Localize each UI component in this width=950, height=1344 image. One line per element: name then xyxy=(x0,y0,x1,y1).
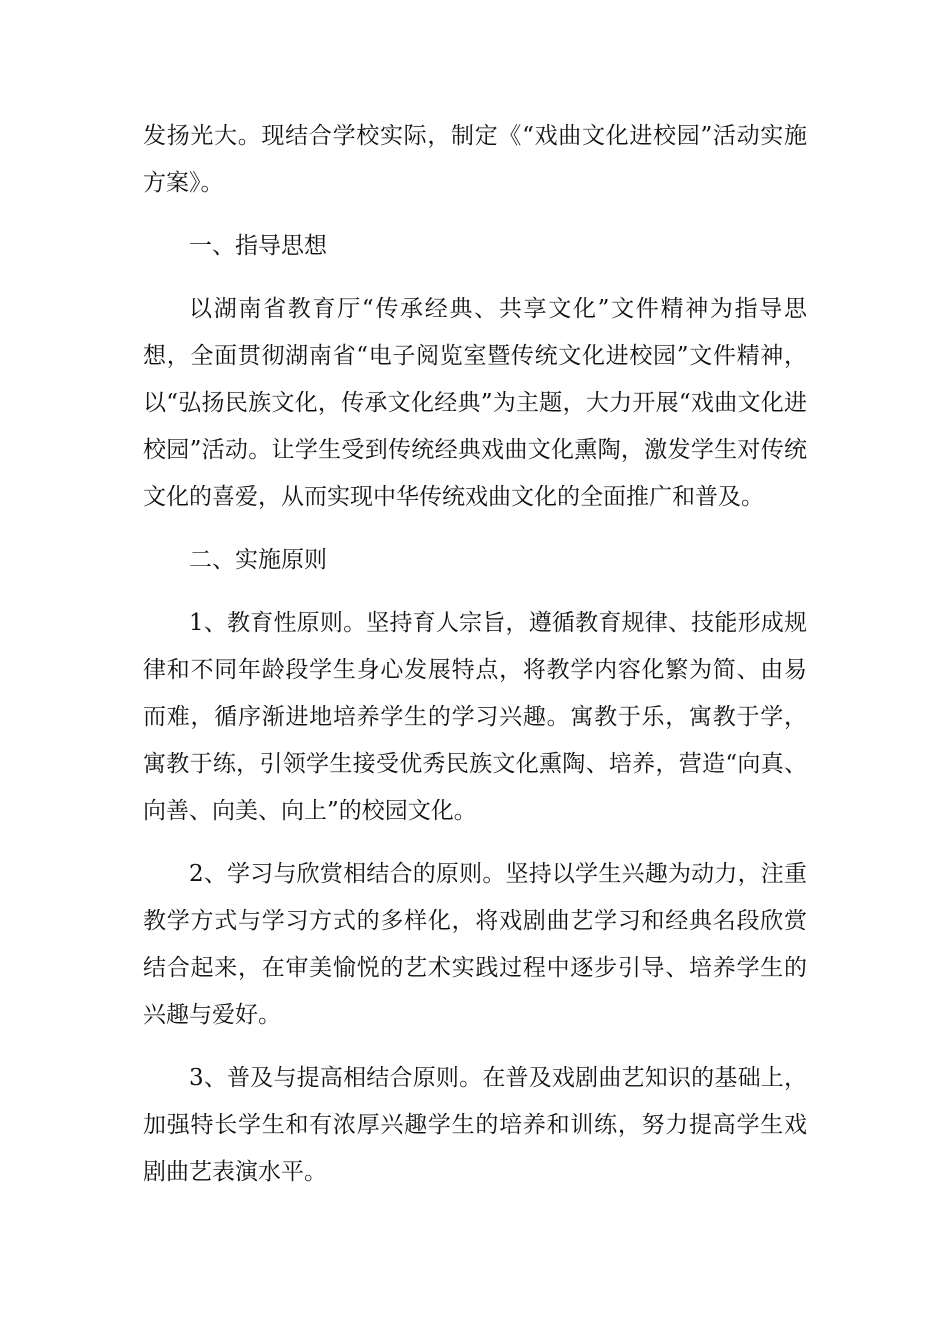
paragraph-principle-1: 1、教育性原则。坚持育人宗旨，遵循教育规律、技能形成规律和不同年龄段学生身心发展特点，将教学内容化繁为简、由易而难，循序渐进地培养学生的学习兴趣。寓教于乐，寓教于学，寓教于练，引领学生接受优秀民族文化熏陶、培养，营造“向真、向善、向美、向上”的校园文化。 xyxy=(143,610,807,824)
paragraph-guiding-ideology: 以湖南省教育厅“传承经典、共享文化”文件精神为指导思想，全面贯彻湖南省“电子阅览室暨传统文化进校园”文件精神，以“弘扬民族文化，传承文化经典”为主题，大力开展“戏曲文化进校园”活动。让学生受到传统经典戏曲文化熏陶，激发学生对传统文化的喜爱，从而实现中华传统戏曲文化的全面推广和普及。 xyxy=(143,296,807,510)
section-heading-implementation-principles: 二、实施原则 xyxy=(189,547,327,573)
paragraph-principle-3: 3、普及与提高相结合原则。在普及戏剧曲艺知识的基础上，加强特长学生和有浓厚兴趣学生的培养和训练，努力提高学生戏剧曲艺表演水平。 xyxy=(143,1065,807,1185)
paragraph-intro-continuation: 发扬光大。现结合学校实际，制定《“戏曲文化进校园”活动实施方案》。 xyxy=(143,123,807,196)
section-heading-guiding-ideology: 一、指导思想 xyxy=(189,233,327,259)
document-body xyxy=(143,113,807,1196)
paragraph-principle-2: 2、学习与欣赏相结合的原则。坚持以学生兴趣为动力，注重教学方式与学习方式的多样化，将戏剧曲艺学习和经典名段欣赏结合起来，在审美愉悦的艺术实践过程中逐步引导、培养学生的兴趣与爱好。 xyxy=(143,861,807,1028)
